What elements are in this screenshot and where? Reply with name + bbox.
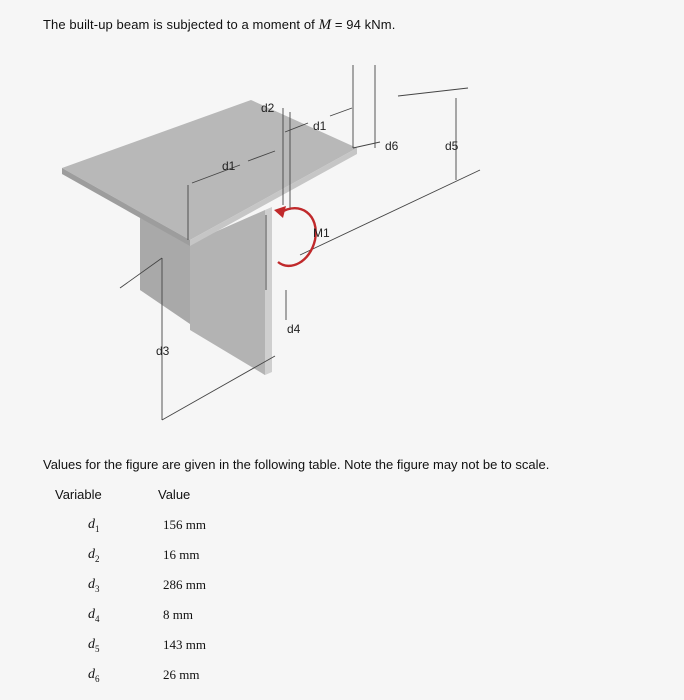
row-value: 286 mm — [163, 577, 206, 592]
label-M1: M1 — [313, 226, 330, 240]
row-variable: $d_3$ — [88, 577, 100, 594]
row-variable: $d_4$ — [88, 607, 100, 624]
row-value: 16 mm — [163, 547, 200, 562]
label-d6: d6 — [385, 139, 399, 153]
label-d1-top: d1 — [313, 119, 327, 133]
table-note: Values for the figure are given in the following table. Note the figure may not be to scale. — [43, 457, 550, 472]
row-value: 156 mm — [163, 517, 206, 532]
moment-symbol: M — [318, 17, 332, 33]
header-value: Value — [158, 487, 191, 502]
statement-prefix: The built-up beam is subjected to a moment of — [43, 17, 319, 32]
row-variable: $d_5$ — [88, 637, 100, 654]
label-d4: d4 — [287, 322, 301, 336]
label-d5: d5 — [445, 139, 459, 153]
row-value: 143 mm — [163, 637, 206, 652]
label-d3: d3 — [156, 344, 170, 358]
row-value: 8 mm — [163, 607, 193, 622]
row-variable: $d_1$ — [88, 517, 100, 534]
statement-suffix: = 94 kNm. — [331, 17, 396, 32]
label-d2: d2 — [261, 101, 275, 115]
moment-arrow — [278, 208, 316, 266]
header-variable: Variable — [55, 487, 102, 502]
label-d1-front: d1 — [222, 159, 236, 173]
row-variable: $d_6$ — [88, 667, 100, 684]
row-value: 26 mm — [163, 667, 200, 682]
moment-arrowhead — [274, 206, 286, 218]
row-variable: $d_2$ — [88, 547, 100, 564]
